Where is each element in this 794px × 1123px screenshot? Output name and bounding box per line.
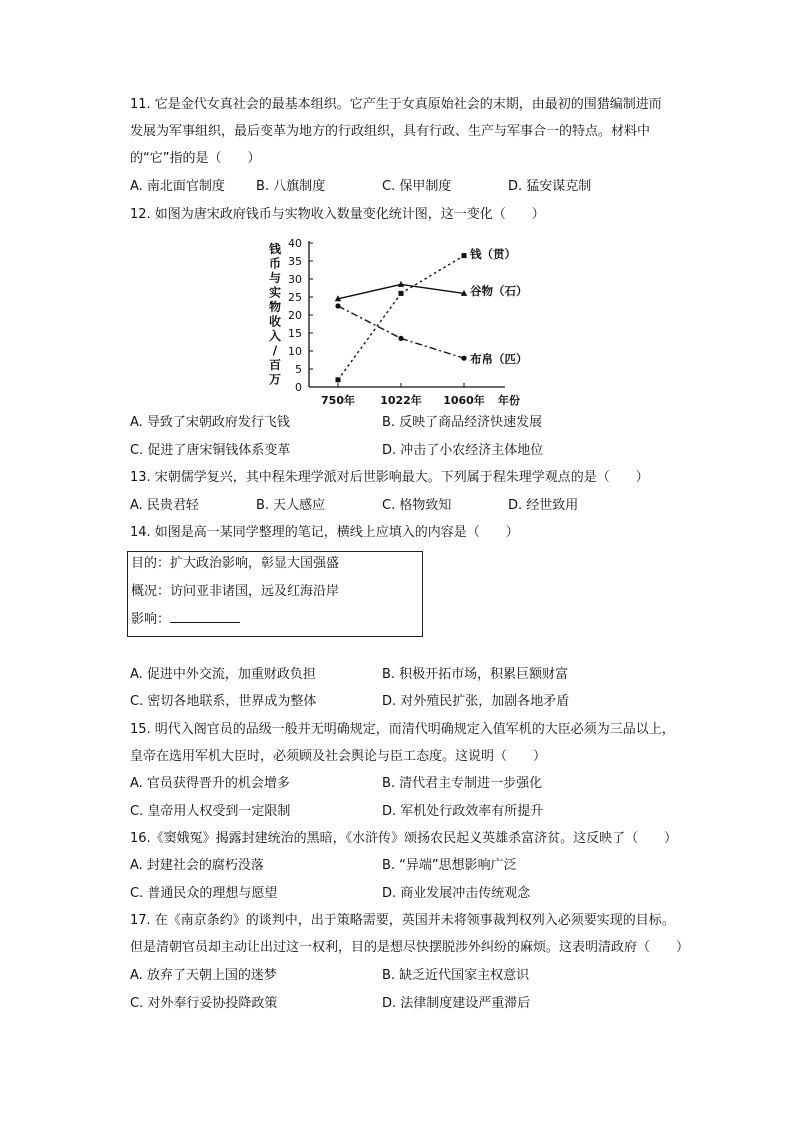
y-tick-label: 30 (288, 273, 302, 286)
note-impact-label: 影响： (131, 612, 171, 627)
y-tick-label: 40 (288, 237, 302, 250)
series-line-segment (401, 256, 464, 294)
y-axis-label-char: 入 (268, 329, 282, 343)
y-tick-label: 0 (295, 381, 302, 394)
y-axis-label-char: 与 (268, 271, 282, 285)
y-axis-label-char: 百 (268, 358, 282, 372)
q16-stem: 16.《窦娥冤》揭露封建统治的黑暗，《水浒传》颂扬农民起义英雄杀富济贫。这反映了（ ） (130, 831, 678, 846)
x-tick-label: 1022年 (380, 394, 422, 407)
chart-axes (288, 237, 520, 407)
series-line-segment (338, 284, 401, 298)
q17-option-a: A. 放弃了天朝上国的迷梦 (130, 968, 277, 983)
series-label: 谷物（石） (470, 284, 528, 298)
series-line-segment (401, 284, 464, 293)
series-label: 钱（贯） (470, 247, 516, 261)
q15-option-c: C. 皇帝用人权受到一定限制 (130, 804, 291, 819)
q17-line-2: 但是清朝官员却主动让出过这一权利，目的是想尽快摆脱涉外纠纷的麻烦。这表明清政府（ ） (130, 940, 690, 955)
q11-option-d: D. 猛安谋克制 (508, 179, 592, 194)
x-tick-label: 750年 (321, 394, 355, 407)
series-label: 布帛（匹） (470, 352, 528, 366)
y-axis-label-char: 实 (268, 285, 282, 300)
q11-line-2: 发展为军事组织，最后变革为地方的行政组织，具有行政、生产与军事合一的特点。材料中 (130, 124, 651, 139)
q17-option-d: D. 法律制度建设严重滞后 (382, 996, 531, 1011)
q12-stem: 12. 如图为唐宋政府钱币与实物收入数量变化统计图，这一变化（ ） (130, 207, 545, 222)
q12-option-b: B. 反映了商品经济快速发展 (382, 415, 543, 430)
y-axis-label-char: 钱 (268, 242, 282, 256)
y-axis-label-char: 收 (268, 314, 282, 329)
q12-option-c: C. 促进了唐宋铜钱体系变革 (130, 443, 291, 458)
q13-option-c: C. 格物致知 (382, 498, 452, 513)
note-purpose: 目的：扩大政治影响，彰显大国强盛 (131, 556, 340, 571)
data-point-square (336, 377, 341, 382)
y-tick-label: 20 (288, 309, 302, 322)
data-point-square (462, 253, 467, 258)
data-point-triangle (335, 295, 341, 301)
q15-line-2: 皇帝在选用军机大臣时，必须顾及社会舆论与臣工态度。这说明（ ） (130, 749, 547, 764)
y-axis-label-char: 万 (268, 372, 282, 387)
y-tick-label: 25 (288, 291, 302, 304)
q11-option-b: B. 八旗制度 (256, 179, 326, 194)
q15-option-d: D. 军机处行政效率有所提升 (382, 804, 544, 819)
q16-option-b: B. “异端”思想影响广泛 (382, 858, 517, 873)
q14-stem: 14. 如图是高一某同学整理的笔记，横线上应填入的内容是（ ） (130, 525, 519, 540)
y-axis-label-char: 币 (268, 256, 282, 271)
data-point-circle (398, 336, 403, 341)
chart-series (335, 247, 528, 382)
q16-option-a: A. 封建社会的腐朽没落 (130, 858, 264, 873)
y-tick-label: 5 (295, 363, 302, 376)
q15-line-1: 15. 明代入阁官员的品级一般并无明确规定，而清代明确规定入值军机的大臣必须为三品以上， (130, 722, 675, 737)
data-point-triangle (461, 290, 467, 296)
q11-option-c: C. 保甲制度 (382, 179, 452, 194)
y-tick-label: 10 (288, 345, 302, 358)
y-axis-label-char: 物 (268, 300, 282, 314)
q16-option-d: D. 商业发展冲击传统观念 (382, 886, 531, 901)
y-tick-label: 15 (288, 327, 302, 340)
q11-option-a: A. 南北面官制度 (130, 179, 225, 194)
study-note-box (127, 551, 423, 637)
q14-option-a: A. 促进中外交流，加重财政负担 (130, 667, 316, 682)
x-axis-label: 年份 (498, 394, 520, 407)
y-tick-label: 35 (288, 255, 302, 268)
q15-option-b: B. 清代君主专制进一步强化 (382, 776, 543, 791)
data-point-square (399, 291, 404, 296)
q13-stem: 13. 宋朝儒学复兴，其中程朱理学派对后世影响最大。下列属于程朱理学观点的是（ ） (130, 470, 649, 485)
q14-option-b: B. 积极开拓市场，积累巨额财富 (382, 667, 569, 682)
note-impact (131, 610, 240, 629)
y-axis-label-char: / (272, 343, 278, 358)
series-line-segment (338, 306, 401, 338)
x-tick-label: 1060年 (443, 394, 485, 407)
q17-option-b: B. 缺乏近代国家主权意识 (382, 968, 530, 983)
data-point-circle (461, 356, 466, 361)
q14-option-d: D. 对外殖民扩张，加剧各地矛盾 (382, 694, 570, 709)
fill-in-blank (170, 610, 240, 623)
q11-line-3: 的“它”指的是（ ） (130, 151, 261, 166)
q17-option-c: C. 对外奉行妥协投降政策 (130, 996, 278, 1011)
q13-option-b: B. 天人感应 (256, 498, 326, 513)
q16-option-c: C. 普通民众的理想与愿望 (130, 886, 278, 901)
series-line-segment (338, 293, 401, 379)
note-overview: 概况：访问亚非诸国，远及红海沿岸 (131, 584, 340, 599)
series-line-segment (401, 338, 464, 358)
q17-line-1: 17. 在《南京条约》的谈判中，出于策略需要，英国并未将领事裁判权列入必须要实现的目标。 (130, 913, 675, 928)
data-point-circle (335, 303, 340, 308)
y-axis-label (269, 241, 282, 387)
q13-option-d: D. 经世致用 (508, 498, 579, 513)
q14-option-c: C. 密切各地联系，世界成为整体 (130, 694, 317, 709)
q12-option-d: D. 冲击了小农经济主体地位 (382, 443, 544, 458)
q13-option-a: A. 民贵君轻 (130, 498, 199, 513)
data-point-triangle (398, 281, 404, 287)
q15-option-a: A. 官员获得晋升的机会增多 (130, 776, 290, 791)
q12-option-a: A. 导致了宋朝政府发行飞钱 (130, 415, 290, 430)
q11-line-1: 11. 它是金代女真社会的最基本组织。它产生于女真原始社会的末期，由最初的围猎编制进而 (130, 97, 662, 112)
